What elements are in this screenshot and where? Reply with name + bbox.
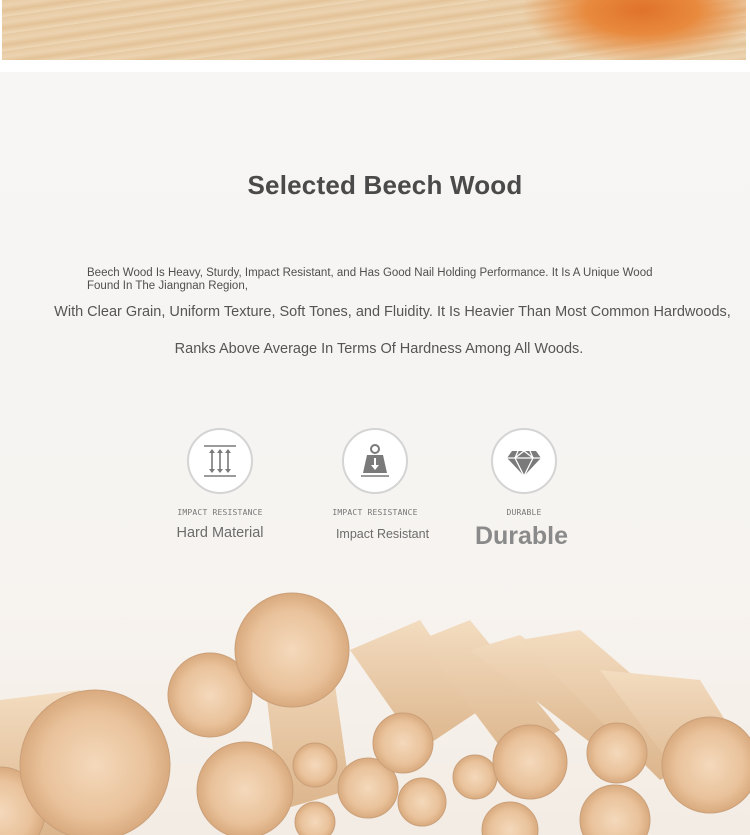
intro-text-line-2: With Clear Grain, Uniform Texture, Soft Tones, and Fluidity. It Is Heavier Than Most Common Hardwoods, (54, 304, 731, 320)
feature-label: Impact Resistant (335, 527, 430, 541)
section-title: Selected Beech Wood (247, 170, 523, 200)
weight-icon (342, 428, 408, 494)
wooden-dowels-image (0, 580, 750, 835)
wood-banner-image (2, 0, 746, 60)
feature-caption: IMPACT RESISTANCE (177, 508, 263, 517)
compression-arrows-icon (187, 428, 253, 494)
intro-text-line-3: Ranks Above Average In Terms Of Hardness Among All Woods. (174, 341, 584, 357)
feature-durable (457, 428, 591, 551)
feature-label: Durable (474, 522, 569, 550)
feature-impact-resistant (300, 428, 450, 541)
intro-text-line-1: Beech Wood Is Heavy, Sturdy, Impact Resistant, and Has Good Nail Holding Performance. It Is A Unique Wood Found In The Jiangnan Region, (87, 267, 653, 292)
feature-caption: DURABLE (506, 508, 542, 517)
diamond-icon (491, 428, 557, 494)
feature-caption: IMPACT RESISTANCE (332, 508, 418, 517)
feature-label: Hard Material (176, 525, 264, 541)
feature-hard-material (148, 428, 292, 541)
